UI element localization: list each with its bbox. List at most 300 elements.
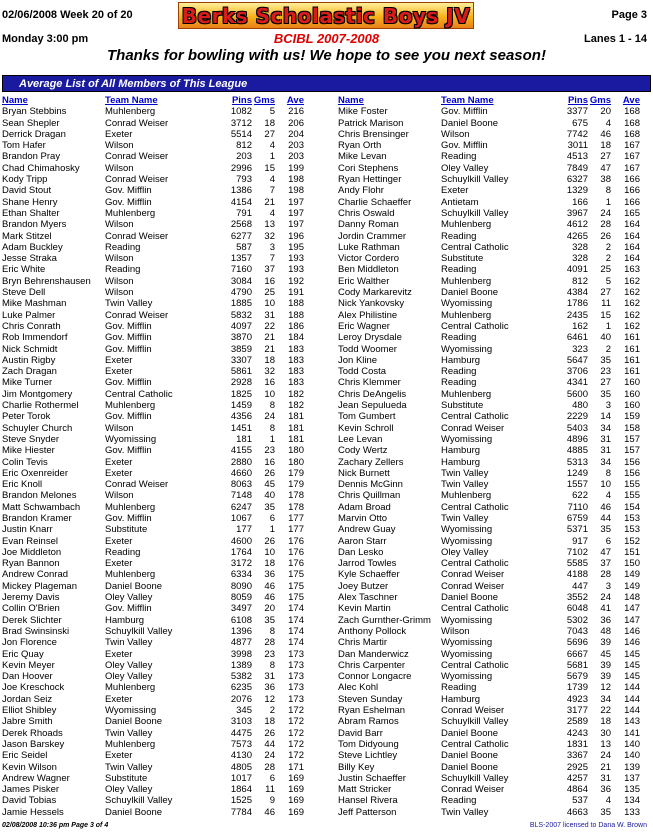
table-row	[2, 197, 326, 208]
pins-total: 1329	[566, 185, 588, 197]
games-count: 8	[269, 625, 275, 637]
games-count: 27	[264, 128, 275, 140]
table-row	[338, 355, 653, 366]
table-row	[338, 479, 653, 490]
table-row	[338, 569, 653, 580]
average: 161	[624, 354, 640, 366]
team-name: Twin Valley	[441, 512, 489, 524]
pins-total: 323	[572, 343, 588, 355]
bowler-name: Jim Montgomery	[2, 388, 73, 400]
pins-total: 3103	[230, 716, 252, 728]
average: 181	[288, 422, 304, 434]
games-count: 20	[600, 106, 611, 118]
average: 161	[624, 332, 640, 344]
average: 164	[624, 241, 640, 253]
pins-total: 480	[572, 400, 588, 412]
bowler-name: Mike Hiester	[2, 445, 55, 457]
team-name: Daniel Boone	[441, 117, 499, 129]
table-row	[2, 649, 326, 660]
bowler-name: Brandon Pray	[2, 151, 61, 163]
print-timestamp: 02/08/2008 10:36 pm Page 3 of 4	[2, 822, 109, 829]
table-row	[2, 310, 326, 321]
bowler-name: Jon Florence	[2, 637, 57, 649]
average-table-right	[338, 95, 653, 818]
bowler-name: Nick Schmidt	[2, 343, 58, 355]
average: 172	[288, 727, 304, 739]
pins-total: 3497	[230, 603, 252, 615]
pins-total: 1786	[566, 298, 588, 310]
games-count: 21	[600, 761, 611, 773]
team-name: Conrad Weiser	[441, 580, 505, 592]
average: 161	[624, 366, 640, 378]
pins-total: 4864	[566, 784, 588, 796]
pins-total: 4341	[566, 377, 588, 389]
bowler-name: Dan Hoover	[2, 671, 53, 683]
bowler-name: Steve Lichtley	[338, 750, 398, 762]
team-name: Conrad Weiser	[441, 784, 505, 796]
pins-total: 1557	[566, 479, 588, 491]
bowler-name: Dan Lesko	[338, 546, 384, 558]
table-row	[338, 434, 653, 445]
pins-total: 7102	[566, 546, 588, 558]
average: 197	[288, 219, 304, 231]
table-row	[2, 434, 326, 445]
table-row	[2, 660, 326, 671]
bowler-name: Adam Buckley	[2, 241, 63, 253]
table-row	[2, 264, 326, 275]
team-name: Wilson	[441, 128, 470, 140]
lanes-range: Lanes 1 - 14	[584, 33, 647, 45]
pins-total: 3859	[230, 343, 252, 355]
bowler-name: Derrick Dragan	[2, 128, 66, 140]
average: 169	[288, 806, 304, 818]
games-count: 39	[600, 637, 611, 649]
team-name: Conrad Weiser	[105, 174, 169, 186]
games-count: 30	[600, 727, 611, 739]
bowler-name: Steven Sunday	[338, 693, 403, 705]
bowler-name: Eric Knoll	[2, 479, 43, 491]
average: 164	[624, 253, 640, 265]
table-row	[2, 423, 326, 434]
table-row	[2, 151, 326, 162]
table-row	[2, 479, 326, 490]
average: 158	[624, 422, 640, 434]
games-count: 1	[269, 524, 275, 536]
bowler-name: Eric Seidel	[2, 750, 48, 762]
average: 150	[624, 558, 640, 570]
bowler-name: Adam Broad	[338, 501, 391, 513]
games-count: 31	[600, 445, 611, 457]
average: 178	[288, 490, 304, 502]
table-row	[2, 118, 326, 129]
games-count: 36	[264, 569, 275, 581]
bowler-name: Dennis McGinn	[338, 479, 403, 491]
team-name: Exeter	[105, 648, 133, 660]
games-count: 26	[600, 230, 611, 242]
average: 162	[624, 275, 640, 287]
bowler-name: Zachary Zellers	[338, 456, 404, 468]
team-name: Oley Valley	[441, 546, 489, 558]
table-row	[338, 581, 653, 592]
bowler-name: Austin Rigby	[2, 354, 56, 366]
pins-total: 4475	[230, 727, 252, 739]
team-name: Reading	[441, 230, 477, 242]
table-row	[2, 558, 326, 569]
pins-total: 5302	[566, 614, 588, 626]
team-name: Muhlenberg	[105, 682, 156, 694]
games-count: 44	[264, 738, 275, 750]
average: 176	[288, 535, 304, 547]
pins-total: 1017	[230, 772, 252, 784]
pins-total: 1082	[230, 106, 252, 118]
average: 147	[624, 603, 640, 615]
table-row	[338, 795, 653, 806]
table-row	[2, 344, 326, 355]
games-count: 36	[264, 682, 275, 694]
average: 169	[288, 784, 304, 796]
games-count: 3	[605, 580, 611, 592]
average: 164	[624, 219, 640, 231]
pins-total: 4805	[230, 761, 252, 773]
bowler-name: Danny Roman	[338, 219, 399, 231]
league-name-banner	[178, 2, 474, 29]
table-row	[2, 750, 326, 761]
pins-total: 2076	[230, 693, 252, 705]
average: 162	[624, 320, 640, 332]
games-count: 5	[269, 106, 275, 118]
team-name: Wilson	[105, 490, 134, 502]
games-count: 1	[269, 151, 275, 163]
games-count: 21	[264, 343, 275, 355]
average: 203	[288, 151, 304, 163]
average: 162	[624, 309, 640, 321]
pins-total: 4155	[230, 445, 252, 457]
games-count: 34	[600, 422, 611, 434]
bowler-name: Andrew Conrad	[2, 569, 69, 581]
games-count: 31	[600, 433, 611, 445]
games-count: 35	[600, 354, 611, 366]
pins-total: 7160	[230, 264, 252, 276]
games-count: 18	[264, 716, 275, 728]
pins-total: 4612	[566, 219, 588, 231]
team-name: Wyomissing	[105, 705, 157, 717]
games-count: 28	[264, 761, 275, 773]
team-name: Oley Valley	[105, 784, 153, 796]
games-count: 47	[600, 546, 611, 558]
games-count: 34	[600, 693, 611, 705]
games-count: 45	[264, 479, 275, 491]
bowler-name: Lee Levan	[338, 433, 383, 445]
games-count: 2	[605, 343, 611, 355]
table-row	[2, 502, 326, 513]
team-name: Conrad Weiser	[105, 117, 169, 129]
table-row	[2, 536, 326, 547]
bowler-name: Alec Kohl	[338, 682, 379, 694]
team-name: Twin Valley	[441, 806, 489, 818]
team-name: Wilson	[105, 162, 134, 174]
bowler-name: Kevin Martin	[338, 603, 391, 615]
bowler-name: Brad Swinsinski	[2, 625, 70, 637]
bowler-name: Cody Markarevitz	[338, 287, 412, 299]
team-name: Central Catholic	[441, 558, 509, 570]
pins-total: 166	[572, 196, 588, 208]
games-count: 7	[269, 253, 275, 265]
average: 162	[624, 298, 640, 310]
team-name: Muhlenberg	[105, 106, 156, 118]
average: 160	[624, 377, 640, 389]
games-count: 23	[264, 445, 275, 457]
pins-total: 162	[572, 320, 588, 332]
pins-total: 8063	[230, 479, 252, 491]
average: 180	[288, 445, 304, 457]
pins-total: 1386	[230, 185, 252, 197]
pins-total: 4790	[230, 287, 252, 299]
bowler-name: Connor Longacre	[338, 671, 412, 683]
average: 139	[624, 761, 640, 773]
table-row	[2, 807, 326, 818]
games-count: 16	[264, 456, 275, 468]
bowler-name: Chris Quillman	[338, 490, 401, 502]
pins-total: 812	[572, 275, 588, 287]
bowler-name: Justin Knarr	[2, 524, 53, 536]
pins-total: 6277	[230, 230, 252, 242]
table-row	[338, 592, 653, 603]
average: 216	[288, 106, 304, 118]
average: 193	[288, 264, 304, 276]
team-name: Exeter	[105, 558, 133, 570]
games-count: 24	[264, 411, 275, 423]
pins-total: 1525	[230, 795, 252, 807]
average: 172	[288, 750, 304, 762]
table-row	[2, 163, 326, 174]
team-name: Hamburg	[441, 354, 481, 366]
games-count: 32	[264, 230, 275, 242]
bowler-name: Chris Martir	[338, 637, 388, 649]
pins-total: 4265	[566, 230, 588, 242]
table-row	[338, 457, 653, 468]
average: 143	[624, 716, 640, 728]
bowler-name: Joe Kreschock	[2, 682, 65, 694]
table-row	[2, 671, 326, 682]
table-row	[2, 400, 326, 411]
pins-total: 1885	[230, 298, 252, 310]
table-row	[2, 716, 326, 727]
bowler-name: Victor Cordero	[338, 253, 400, 265]
bowler-name: Cody Wertz	[338, 445, 388, 457]
team-name: Twin Valley	[105, 637, 153, 649]
bowler-name: Derek Slichter	[2, 614, 62, 626]
table-row	[338, 174, 653, 185]
table-row	[338, 524, 653, 535]
col-header-team: Team Name	[105, 95, 158, 106]
bowler-name: Nick Yankovsky	[338, 298, 405, 310]
average: 144	[624, 705, 640, 717]
games-count: 11	[265, 784, 275, 796]
pins-total: 675	[572, 117, 588, 129]
bowler-name: Tom Gumbert	[338, 411, 396, 423]
team-name: Exeter	[105, 366, 133, 378]
bowler-name: Justin Schaeffer	[338, 772, 406, 784]
table-row	[2, 389, 326, 400]
table-row	[2, 547, 326, 558]
games-count: 2	[269, 705, 275, 717]
team-name: Wilson	[105, 287, 134, 299]
table-row	[2, 795, 326, 806]
games-count: 8	[269, 422, 275, 434]
average: 174	[288, 637, 304, 649]
average: 192	[288, 275, 304, 287]
report-date-week: 02/06/2008 Week 20 of 20	[2, 9, 133, 21]
games-count: 24	[600, 207, 611, 219]
pins-total: 1389	[230, 659, 252, 671]
pins-total: 328	[572, 253, 588, 265]
average: 135	[624, 784, 640, 796]
games-count: 32	[264, 366, 275, 378]
games-count: 34	[600, 456, 611, 468]
pins-total: 5313	[566, 456, 588, 468]
day-time: Monday 3:00 pm	[2, 33, 89, 45]
table-row	[338, 705, 653, 716]
table-row	[2, 445, 326, 456]
bowler-name: Chris Klemmer	[338, 377, 401, 389]
team-name: Wilson	[105, 219, 134, 231]
pins-total: 2229	[566, 411, 588, 423]
pins-total: 4154	[230, 196, 252, 208]
average: 168	[624, 106, 640, 118]
average: 173	[288, 693, 304, 705]
table-row	[2, 129, 326, 140]
team-name: Hamburg	[441, 456, 481, 468]
games-count: 10	[264, 388, 275, 400]
bowler-name: Sean Shepler	[2, 117, 60, 129]
team-name: Twin Valley	[105, 761, 153, 773]
team-name: Conrad Weiser	[105, 309, 169, 321]
pins-total: 812	[236, 140, 252, 152]
pins-total: 6327	[566, 174, 588, 186]
table-row	[2, 253, 326, 264]
games-count: 40	[600, 332, 611, 344]
team-name: Conrad Weiser	[105, 479, 169, 491]
bowler-name: David Tobias	[2, 795, 57, 807]
season-message: Thanks for bowling with us! We hope to see you next season!	[107, 47, 546, 64]
team-name: Muhlenberg	[441, 490, 492, 502]
team-name: Central Catholic	[105, 388, 173, 400]
average: 173	[288, 671, 304, 683]
games-count: 15	[600, 309, 611, 321]
games-count: 31	[600, 772, 611, 784]
pins-total: 181	[236, 433, 252, 445]
pins-total: 5832	[230, 309, 252, 321]
pins-total: 1825	[230, 388, 252, 400]
table-row	[338, 626, 653, 637]
pins-total: 5371	[566, 524, 588, 536]
table-row	[338, 637, 653, 648]
table-row	[2, 287, 326, 298]
pins-total: 917	[572, 535, 588, 547]
bowler-name: Todd Woomer	[338, 343, 397, 355]
games-count: 24	[600, 750, 611, 762]
games-count: 16	[264, 377, 275, 389]
bowler-name: Jordan Seiz	[2, 693, 53, 705]
team-name: Wilson	[105, 253, 134, 265]
pins-total: 1067	[230, 512, 252, 524]
pins-total: 5514	[230, 128, 252, 140]
bowler-name: Eric Wagner	[338, 320, 390, 332]
pins-total: 5647	[566, 354, 588, 366]
team-name: Daniel Boone	[441, 727, 499, 739]
games-count: 20	[264, 603, 275, 615]
games-count: 27	[600, 287, 611, 299]
bowler-name: Zach Gurnther-Grimm	[338, 614, 431, 626]
games-count: 36	[600, 614, 611, 626]
table-row	[338, 140, 653, 151]
average: 169	[288, 795, 304, 807]
bowler-name: Kyle Schaeffer	[338, 569, 400, 581]
bowler-name: Mickey Plageman	[2, 580, 77, 592]
average: 137	[624, 772, 640, 784]
games-count: 15	[264, 162, 275, 174]
team-name: Wyomissing	[441, 671, 493, 683]
table-row	[338, 377, 653, 388]
average: 156	[624, 467, 640, 479]
bowler-name: Zach Dragan	[2, 366, 57, 378]
pins-total: 1459	[230, 400, 252, 412]
table-row	[338, 344, 653, 355]
bowler-name: David Stout	[2, 185, 52, 197]
average: 174	[288, 625, 304, 637]
average: 145	[624, 671, 640, 683]
games-count: 8	[605, 185, 611, 197]
games-count: 10	[600, 479, 611, 491]
bowler-name: Ryan Orth	[338, 140, 382, 152]
table-row	[338, 660, 653, 671]
bowler-name: Steve Snyder	[2, 433, 60, 445]
average: 173	[288, 659, 304, 671]
table-row	[338, 106, 653, 117]
pins-total: 2925	[566, 761, 588, 773]
bowler-name: Leroy Drysdale	[338, 332, 402, 344]
team-name: Muhlenberg	[441, 275, 492, 287]
table-row	[2, 366, 326, 377]
average: 169	[288, 772, 304, 784]
games-count: 9	[269, 795, 275, 807]
bowler-name: Luke Rathman	[338, 241, 400, 253]
team-name: Gov. Mifflin	[105, 411, 152, 423]
pins-total: 1831	[566, 738, 588, 750]
pins-total: 791	[236, 207, 252, 219]
table-row	[2, 276, 326, 287]
games-count: 35	[600, 806, 611, 818]
bowler-name: Andy Flohr	[338, 185, 384, 197]
games-count: 27	[600, 151, 611, 163]
team-name: Twin Valley	[441, 479, 489, 491]
col-header-team: Team Name	[441, 95, 494, 106]
team-name: Daniel Boone	[441, 761, 499, 773]
games-count: 45	[600, 648, 611, 660]
games-count: 4	[269, 207, 275, 219]
pins-total: 4885	[566, 445, 588, 457]
games-count: 46	[264, 806, 275, 818]
pins-total: 4188	[566, 569, 588, 581]
pins-total: 4091	[566, 264, 588, 276]
team-name: Daniel Boone	[105, 716, 163, 728]
games-count: 4	[605, 490, 611, 502]
bowler-name: Mark Stitzel	[2, 230, 52, 242]
average: 183	[288, 354, 304, 366]
table-row	[2, 784, 326, 795]
table-row	[338, 603, 653, 614]
bowler-name: Ryan Bannon	[2, 558, 60, 570]
